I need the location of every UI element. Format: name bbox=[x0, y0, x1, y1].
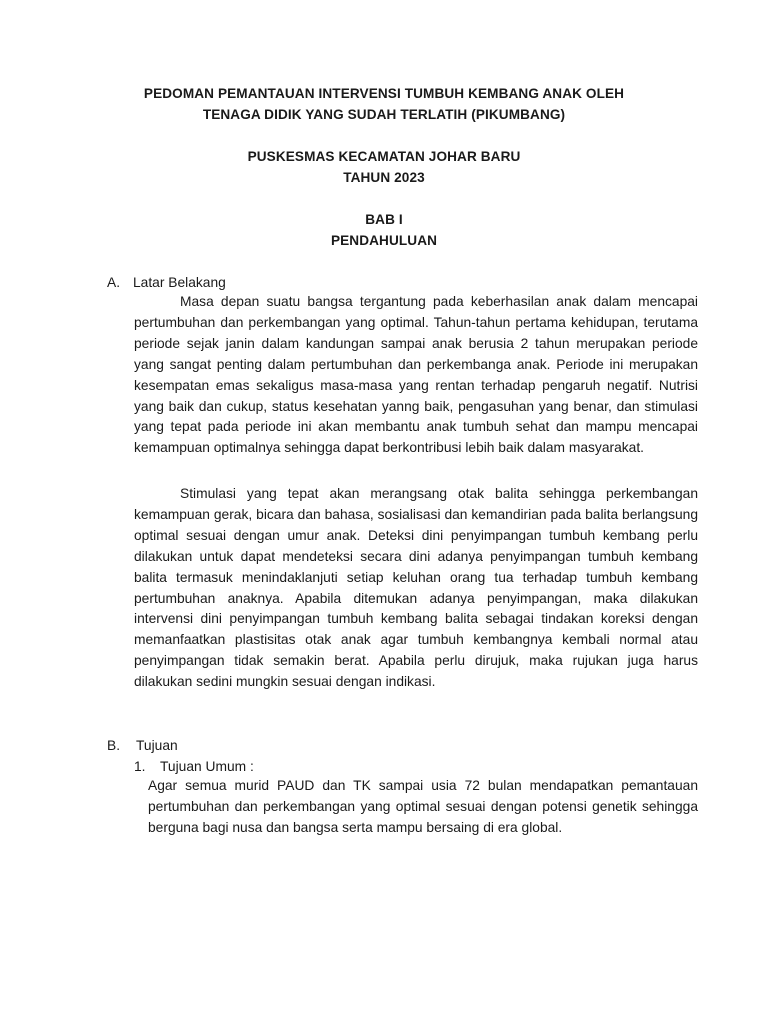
institution-name: PUSKESMAS KECAMATAN JOHAR BARU bbox=[247, 149, 521, 164]
section-a-title: Latar Belakang bbox=[133, 275, 226, 290]
section-a-paragraph-2: Stimulasi yang tepat akan merangsang otak balita sehingga perkembangan kemampuan gerak, bicara dan bahasa, sosialisasi dan kemandirian pada balita berlangsung optimal sesuai dengan umur anak. Deteksi dini penyimpangan tumbuh kembang perlu dilakukan untuk dapat mendeteksi secara dini adanya penyimpangan tumbuh kembang balita termasuk menindaklanjuti setiap keluhan orang tua terhadap tumbuh kembang pertumbuhan anaknya. Apabila ditemukan adanya penyimpangan, maka dilakukan intervensi dini penyimpangan tumbuh kembang balita sebagai tindakan koreksi dengan memanfaatkan plastisitas otak anak agar tumbuh kembangnya kembali normal atau penyimpangan tidak semakin berat. Apabila perlu dirujuk, maka rujukan juga harus dilakukan sedini mungkin sesuai dengan indikasi. bbox=[134, 486, 698, 690]
section-b-title: Tujuan bbox=[136, 738, 178, 753]
subsection-1-marker: 1. bbox=[134, 759, 146, 774]
chapter-number: BAB I bbox=[365, 212, 403, 227]
document-year: TAHUN 2023 bbox=[343, 170, 425, 185]
section-b-marker: B. bbox=[107, 738, 121, 753]
chapter-title: PENDAHULUAN bbox=[330, 233, 438, 248]
subsection-1-text: Agar semua murid PAUD dan TK sampai usia 72 bulan mendapatkan pemantauan pertumbuhan dan perkembangan yang optimal sesuai dengan potensi genetik sehingga berguna bagi nusa dan bangsa serta mampu bersaing di era global. bbox=[148, 778, 698, 835]
section-a-paragraph-1: Masa depan suatu bangsa tergantung pada keberhasilan anak dalam mencapai pertumbuhan dan perkembangan yang optimal. Tahun-tahun pertama kehidupan, terutama periode sejak janin dalam kandungan sampai anak berusia 2 tahun merupakan periode yang sangat penting dalam pertumbuhan dan perkembanga anak. Periode ini merupakan kesempatan emas sekaligus masa-masa yang rentan terhadap pengaruh negatif. Nutrisi yang baik dan cukup, status kesehatan yanng baik, pengasuhan yang benar, dan stimulasi yang tepat pada periode ini akan membantu anak tumbuh sehat dan mampu mencapai kemampuan optimalnya sehingga dapat berkontribusi lebih baik dalam masyarakat. bbox=[134, 294, 698, 456]
document-title-line-2: TENAGA DIDIK YANG SUDAH TERLATIH (PIKUMBANG) bbox=[202, 107, 566, 122]
section-a-marker: A. bbox=[107, 275, 121, 290]
subsection-1-title: Tujuan Umum : bbox=[160, 759, 254, 774]
document-title-line-1: PEDOMAN PEMANTAUAN INTERVENSI TUMBUH KEMBANG ANAK OLEH bbox=[143, 86, 625, 101]
